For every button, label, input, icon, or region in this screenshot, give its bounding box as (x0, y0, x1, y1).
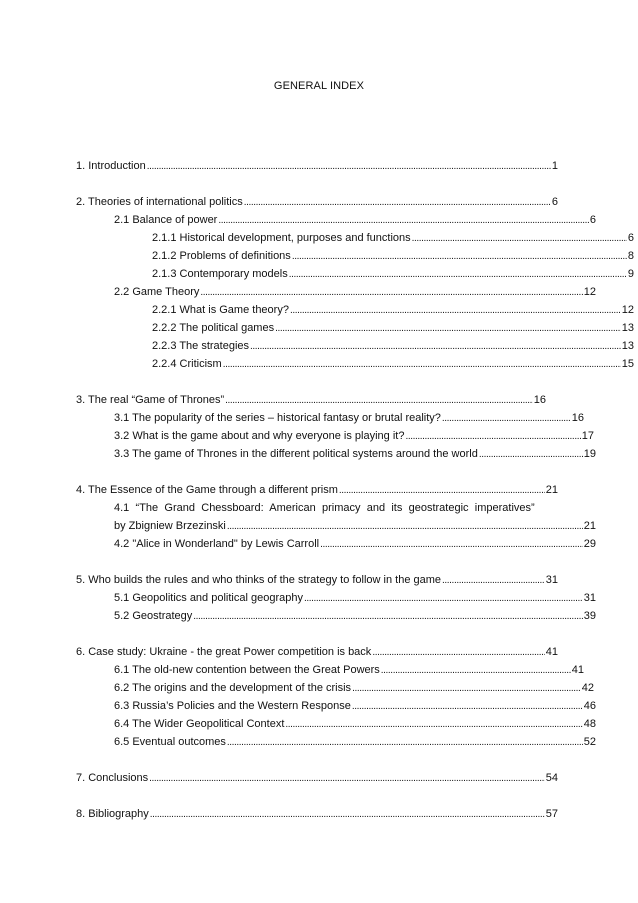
dot-leader (412, 229, 627, 247)
dot-leader (352, 679, 581, 697)
toc-entry-title: 2.2.1 What is Game theory? (152, 304, 289, 316)
toc-entry-title: 6.5 Eventual outcomes (114, 736, 226, 748)
toc-entry-title: 5.1 Geopolitics and political geography (114, 592, 303, 604)
toc-entry-page: 8 (627, 250, 634, 262)
toc-entry-title: 8. Bibliography (76, 808, 149, 820)
toc-entry-historical-development[interactable] (76, 229, 634, 247)
toc-entry-title: 6.2 The origins and the development of the crisis (114, 682, 352, 694)
toc-entry-title: 2.1.3 Contemporary models (152, 268, 288, 280)
toc-entry-geopolitics[interactable] (76, 589, 596, 607)
toc-entry-title: 5.2 Geostrategy (114, 610, 193, 622)
toc-entry-title: 7. Conclusions (76, 772, 149, 784)
toc-entry-page: 31 (583, 592, 596, 604)
dot-leader (244, 193, 551, 211)
dot-leader (200, 283, 582, 301)
toc-entry-political-systems[interactable] (76, 445, 596, 463)
toc-entry-title: 3.2 What is the game about and why everyone is playing it? (114, 430, 405, 442)
section-gap (76, 625, 560, 643)
toc-entry-page: 42 (581, 682, 594, 694)
toc-entry-page: 16 (533, 394, 546, 406)
toc-entry-title: 2.2.4 Criticism (152, 358, 222, 370)
toc-entry-title: 2.2 Game Theory (114, 286, 200, 298)
dot-leader (250, 337, 621, 355)
dot-leader (479, 445, 583, 463)
toc-entry-real-game-of-thrones[interactable] (76, 391, 546, 409)
toc-entry-page: 12 (583, 286, 596, 298)
toc-entry-wider-geopolitical-context[interactable] (76, 715, 596, 733)
toc-entry-title: 3.3 The game of Thrones in the different political systems around the world (114, 448, 478, 460)
toc-entry-page: 19 (583, 448, 596, 460)
dot-leader (225, 391, 533, 409)
toc-entry-game-theory[interactable] (76, 283, 596, 301)
toc-entry-case-study-ukraine[interactable] (76, 643, 558, 661)
section-gap (76, 175, 560, 193)
toc-entry-page: 29 (583, 538, 596, 550)
dot-leader (193, 607, 582, 625)
dot-leader (147, 157, 551, 175)
section-gap (76, 787, 560, 805)
page-title: GENERAL INDEX (273, 80, 365, 92)
dot-leader (442, 571, 545, 589)
toc-entry-title: 2.2.2 The political games (152, 322, 275, 334)
toc-entry-page: 1 (551, 160, 558, 172)
dot-leader (150, 805, 545, 823)
dot-leader (285, 715, 582, 733)
dot-leader (149, 769, 545, 787)
dot-leader (339, 481, 545, 499)
toc-entry-page: 6 (627, 232, 634, 244)
dot-leader (223, 355, 621, 373)
toc-entry-page: 41 (545, 646, 558, 658)
toc-entry-origins-of-crisis[interactable] (76, 679, 594, 697)
toc-entry-page: 6 (551, 196, 558, 208)
section-gap (76, 463, 560, 481)
toc-entry-who-builds-the-rules[interactable] (76, 571, 558, 589)
toc-entry-geostrategy[interactable] (76, 607, 596, 625)
toc-entry-title: 2.2.3 The strategies (152, 340, 250, 352)
toc-entry-title: 1. Introduction (76, 160, 146, 172)
toc-entry-bibliography[interactable] (76, 805, 558, 823)
section-gap (76, 553, 560, 571)
toc-entry-page: 57 (545, 808, 558, 820)
toc-entry-title: 2.1 Balance of power (114, 214, 218, 226)
dot-leader (218, 211, 589, 229)
dot-leader (442, 409, 571, 427)
toc-entry-page: 21 (583, 520, 596, 532)
toc-entry-page: 6 (589, 214, 596, 226)
toc-entry-title: 2.1.1 Historical development, purposes and functions (152, 232, 411, 244)
dot-leader (304, 589, 583, 607)
toc-entry-introduction[interactable] (76, 157, 558, 175)
toc-entry-title: 6. Case study: Ukraine - the great Power competition is back (76, 646, 372, 658)
toc-entry-what-is-the-game-about[interactable] (76, 427, 594, 445)
toc-entry-eventual-outcomes[interactable] (76, 733, 596, 751)
table-of-contents (76, 157, 634, 823)
dot-leader (372, 643, 544, 661)
dot-leader (227, 733, 583, 751)
toc-entry-theories[interactable] (76, 193, 558, 211)
dot-leader (275, 319, 621, 337)
toc-entry-title: 6.4 The Wider Geopolitical Context (114, 718, 285, 730)
toc-entry-essence-of-the-game[interactable] (76, 481, 558, 499)
toc-entry-grand-chessboard-line-1[interactable]: 4.1 “The Grand Chessboard: American primacy and its geostrategic imperatives” (114, 502, 535, 514)
toc-entry-page: 31 (545, 574, 558, 586)
dot-leader (405, 427, 580, 445)
toc-entry-page: 52 (583, 736, 596, 748)
toc-entry-balance-of-power[interactable] (76, 211, 596, 229)
toc-entry-grand-chessboard-line-2[interactable] (76, 517, 596, 535)
toc-entry-what-is-game-theory[interactable] (76, 301, 634, 319)
toc-entry-conclusions[interactable] (76, 769, 558, 787)
toc-entry-political-games[interactable] (76, 319, 634, 337)
toc-entry-title: 4. The Essence of the Game through a different prism (76, 484, 338, 496)
toc-entry-title: 6.1 The old-new contention between the Great Powers (114, 664, 380, 676)
toc-entry-problems-of-definitions[interactable] (76, 247, 634, 265)
toc-entry-title: 2.1.2 Problems of definitions (152, 250, 291, 262)
toc-entry-popularity-of-series[interactable] (76, 409, 584, 427)
toc-entry-title: 3. The real “Game of Thrones” (76, 394, 225, 406)
toc-entry-strategies[interactable] (76, 337, 634, 355)
toc-entry-old-new-contention[interactable] (76, 661, 584, 679)
toc-entry-criticism[interactable] (76, 355, 634, 373)
toc-entry-page: 16 (571, 412, 584, 424)
section-gap (76, 373, 560, 391)
toc-entry-page: 39 (583, 610, 596, 622)
toc-entry-page: 13 (621, 322, 634, 334)
toc-entry-page: 41 (571, 664, 584, 676)
toc-entry-russias-policies[interactable] (76, 697, 596, 715)
toc-entry-title: 3.1 The popularity of the series – historical fantasy or brutal reality? (114, 412, 441, 424)
dot-leader (290, 301, 621, 319)
dot-leader (352, 697, 583, 715)
toc-entry-page: 48 (583, 718, 596, 730)
toc-entry-page: 12 (621, 304, 634, 316)
toc-entry-page: 17 (581, 430, 594, 442)
toc-entry-title: by Zbigniew Brzezinski (114, 520, 226, 532)
dot-leader (292, 247, 627, 265)
toc-entry-page: 54 (545, 772, 558, 784)
toc-entry-page: 9 (627, 268, 634, 280)
dot-leader (227, 517, 583, 535)
toc-entry-alice-in-wonderland[interactable] (76, 535, 596, 553)
dot-leader (320, 535, 583, 553)
dot-leader (381, 661, 571, 679)
toc-entry-page: 21 (545, 484, 558, 496)
toc-entry-page: 15 (621, 358, 634, 370)
toc-entry-title: 5. Who builds the rules and who thinks of the strategy to follow in the game (76, 574, 442, 586)
toc-entry-title: 6.3 Russia’s Policies and the Western Response (114, 700, 351, 712)
section-gap (76, 751, 560, 769)
dot-leader (289, 265, 627, 283)
toc-entry-page: 13 (621, 340, 634, 352)
toc-entry-contemporary-models[interactable] (76, 265, 634, 283)
toc-entry-title: 4.2 "Alice in Wonderland" by Lewis Carroll (114, 538, 320, 550)
toc-entry-title: 2. Theories of international politics (76, 196, 243, 208)
toc-entry-page: 46 (583, 700, 596, 712)
